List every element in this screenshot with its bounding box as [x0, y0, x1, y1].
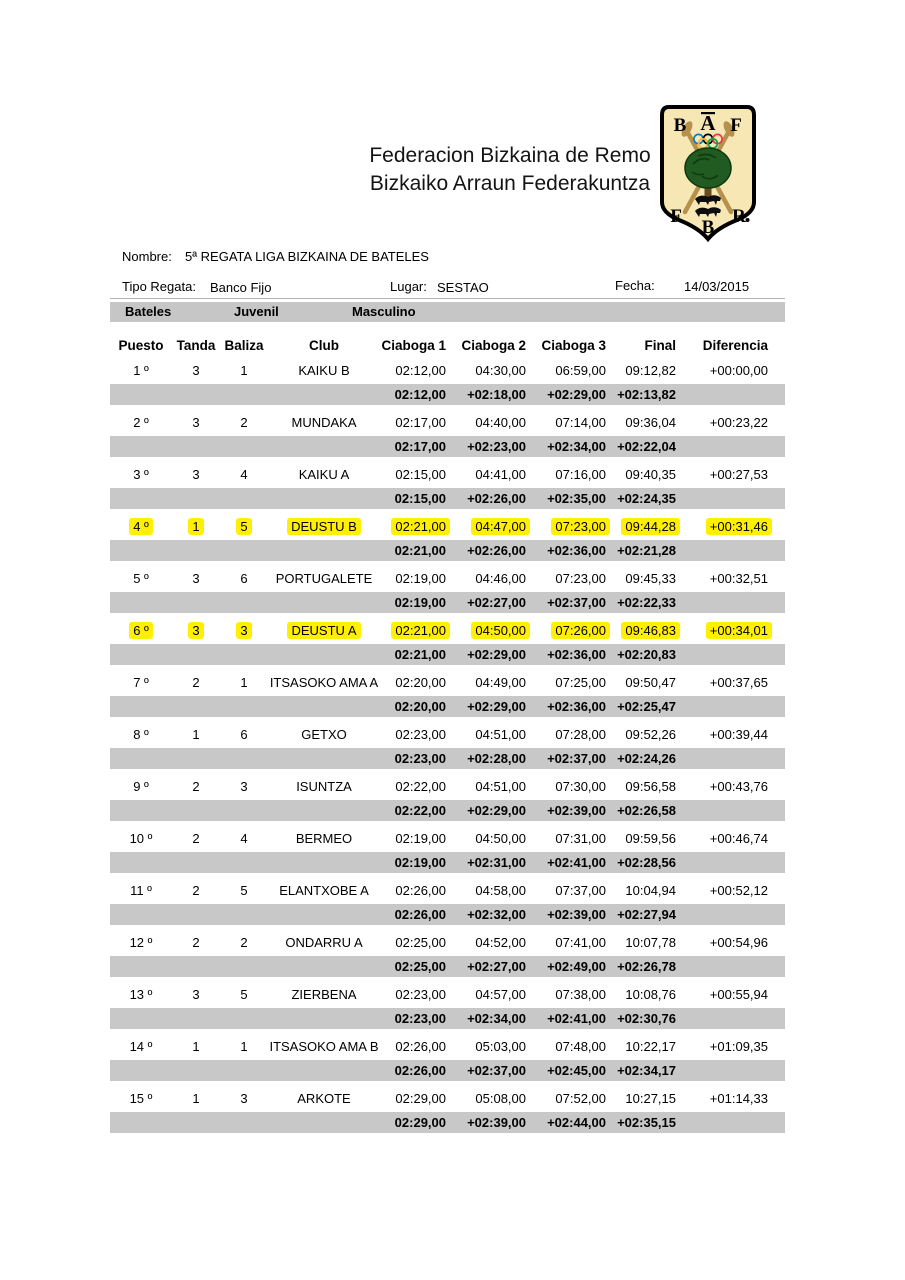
split1-time: 02:21,00	[394, 647, 446, 662]
logo-letter: A	[700, 111, 716, 135]
col-header-tanda: Tanda	[176, 338, 216, 353]
tipo-regata-label: Tipo Regata:	[122, 279, 196, 294]
ciaboga1-time: 02:22,00	[395, 779, 446, 794]
splits-row	[110, 1112, 785, 1133]
ciaboga2-time: 04:50,00	[475, 831, 526, 846]
split4-time: +02:34,17	[617, 1063, 676, 1078]
club-name: DEUSTU A	[287, 622, 360, 639]
splits-row	[110, 488, 785, 509]
split2-time: +02:29,00	[467, 699, 526, 714]
split3-time: +02:36,00	[547, 543, 606, 558]
split3-time: +02:37,00	[547, 751, 606, 766]
result-entry	[110, 462, 785, 509]
tanda-value: 1	[192, 727, 200, 742]
baliza-value: 6	[240, 571, 248, 586]
baliza-value: 5	[236, 518, 251, 535]
ciaboga1-time: 02:21,00	[391, 622, 450, 639]
result-entry	[110, 514, 785, 561]
result-entry	[110, 1086, 785, 1133]
meta-divider-line	[110, 298, 785, 299]
tanda-value: 1	[188, 518, 203, 535]
diferencia-value: +00:54,96	[709, 935, 768, 950]
tanda-value: 3	[192, 363, 200, 378]
diferencia-value: +00:32,51	[709, 571, 768, 586]
logo-letter: B	[673, 115, 687, 136]
ciaboga3-time: 07:23,00	[555, 571, 606, 586]
ciaboga3-time: 07:26,00	[551, 622, 610, 639]
split2-time: +02:29,00	[467, 803, 526, 818]
puesto-value: 5 º	[133, 571, 149, 586]
splits-row	[110, 904, 785, 925]
baliza-value: 1	[240, 363, 248, 378]
club-name: ARKOTE	[297, 1091, 351, 1106]
baliza-value: 6	[240, 727, 248, 742]
split3-time: +02:49,00	[547, 959, 606, 974]
split1-time: 02:25,00	[394, 959, 446, 974]
ciaboga2-time: 04:52,00	[475, 935, 526, 950]
col-header-final: Final	[644, 338, 676, 353]
baliza-value: 1	[240, 675, 248, 690]
tanda-value: 1	[192, 1091, 200, 1106]
final-time: 10:27,15	[625, 1091, 676, 1106]
splits-row	[110, 696, 785, 717]
federation-logo	[658, 104, 758, 244]
puesto-value: 4 º	[129, 518, 153, 535]
split4-time: +02:22,33	[617, 595, 676, 610]
ciaboga3-time: 07:23,00	[551, 518, 610, 535]
split1-time: 02:19,00	[394, 595, 446, 610]
col-header-ciaboga2: Ciaboga 2	[461, 338, 526, 353]
table-row	[110, 722, 785, 748]
puesto-value: 2 º	[133, 415, 149, 430]
splits-row	[110, 540, 785, 561]
club-name: ELANTXOBE A	[279, 883, 369, 898]
splits-row	[110, 644, 785, 665]
table-row	[110, 1086, 785, 1112]
federation-title	[310, 142, 710, 198]
result-entry	[110, 358, 785, 405]
result-entry	[110, 410, 785, 457]
baliza-value: 4	[240, 467, 248, 482]
final-time: 09:59,56	[625, 831, 676, 846]
federation-title-line1: Federacion Bizkaina de Remo	[369, 144, 651, 167]
split1-time: 02:15,00	[394, 491, 446, 506]
ciaboga1-time: 02:17,00	[395, 415, 446, 430]
ciaboga3-time: 07:52,00	[555, 1091, 606, 1106]
baliza-value: 4	[240, 831, 248, 846]
logo-letter: F	[670, 206, 682, 227]
result-entry	[110, 670, 785, 717]
split2-time: +02:26,00	[467, 491, 526, 506]
ciaboga2-time: 04:49,00	[475, 675, 526, 690]
result-entry	[110, 1034, 785, 1081]
table-row	[110, 462, 785, 488]
split3-time: +02:39,00	[547, 803, 606, 818]
tanda-value: 2	[192, 675, 200, 690]
ciaboga3-time: 07:16,00	[555, 467, 606, 482]
split1-time: 02:23,00	[394, 1011, 446, 1026]
shield-icon	[658, 104, 758, 244]
split1-time: 02:22,00	[394, 803, 446, 818]
final-time: 09:44,28	[621, 518, 680, 535]
diferencia-value: +00:34,01	[706, 622, 772, 639]
final-time: 09:12,82	[625, 363, 676, 378]
ciaboga2-time: 04:57,00	[475, 987, 526, 1002]
table-row	[110, 982, 785, 1008]
diferencia-value: +00:39,44	[709, 727, 768, 742]
split2-time: +02:28,00	[467, 751, 526, 766]
ciaboga3-time: 07:28,00	[555, 727, 606, 742]
ciaboga3-time: 07:31,00	[555, 831, 606, 846]
table-row	[110, 618, 785, 644]
nombre-label: Nombre:	[122, 249, 172, 264]
final-time: 10:04,94	[625, 883, 676, 898]
ciaboga2-time: 05:08,00	[475, 1091, 526, 1106]
ciaboga2-time: 04:47,00	[471, 518, 530, 535]
split2-time: +02:32,00	[467, 907, 526, 922]
ciaboga1-time: 02:15,00	[395, 467, 446, 482]
table-row	[110, 566, 785, 592]
ciaboga3-time: 07:41,00	[555, 935, 606, 950]
results-body	[110, 358, 785, 1133]
logo-letter: R	[732, 206, 746, 227]
split4-time: +02:20,83	[617, 647, 676, 662]
diferencia-value: +00:52,12	[709, 883, 768, 898]
tanda-value: 3	[192, 987, 200, 1002]
ciaboga3-time: 07:30,00	[555, 779, 606, 794]
column-header-row	[110, 333, 785, 358]
col-header-ciaboga3: Ciaboga 3	[541, 338, 606, 353]
tanda-value: 2	[192, 883, 200, 898]
lugar-label: Lugar:	[390, 279, 427, 294]
club-name: ONDARRU A	[285, 935, 363, 950]
split1-time: 02:12,00	[394, 387, 446, 402]
split3-time: +02:36,00	[547, 699, 606, 714]
final-time: 09:56,58	[625, 779, 676, 794]
split2-time: +02:34,00	[467, 1011, 526, 1026]
splits-row	[110, 852, 785, 873]
result-entry	[110, 566, 785, 613]
split4-time: +02:26,78	[617, 959, 676, 974]
split4-time: +02:13,82	[617, 387, 676, 402]
split4-time: +02:24,26	[617, 751, 676, 766]
ciaboga3-time: 07:38,00	[555, 987, 606, 1002]
split2-time: +02:39,00	[467, 1115, 526, 1130]
ciaboga3-time: 07:14,00	[555, 415, 606, 430]
table-row	[110, 358, 785, 384]
split3-time: +02:29,00	[547, 387, 606, 402]
ciaboga1-time: 02:23,00	[395, 987, 446, 1002]
puesto-value: 6 º	[129, 622, 153, 639]
federation-title-line2: Bizkaiko Arraun Federakuntza	[369, 172, 651, 195]
split3-time: +02:37,00	[547, 595, 606, 610]
split1-time: 02:21,00	[394, 543, 446, 558]
ciaboga2-time: 04:40,00	[475, 415, 526, 430]
baliza-value: 3	[240, 779, 248, 794]
puesto-value: 13 º	[129, 987, 153, 1002]
baliza-value: 5	[240, 987, 248, 1002]
split2-time: +02:23,00	[467, 439, 526, 454]
ciaboga2-time: 04:30,00	[475, 363, 526, 378]
split1-time: 02:29,00	[394, 1115, 446, 1130]
puesto-value: 3 º	[133, 467, 149, 482]
baliza-value: 3	[240, 1091, 248, 1106]
club-name: BERMEO	[295, 831, 353, 846]
split2-time: +02:27,00	[467, 595, 526, 610]
table-row	[110, 774, 785, 800]
split1-time: 02:26,00	[394, 1063, 446, 1078]
club-name: ISUNTZA	[296, 779, 352, 794]
split4-time: +02:24,35	[617, 491, 676, 506]
baliza-value: 3	[236, 622, 251, 639]
result-entry	[110, 618, 785, 665]
category-bar	[110, 302, 785, 322]
final-time: 10:07,78	[625, 935, 676, 950]
split3-time: +02:39,00	[547, 907, 606, 922]
col-header-baliza: Baliza	[224, 338, 264, 353]
splits-row	[110, 384, 785, 405]
ciaboga1-time: 02:12,00	[395, 363, 446, 378]
club-name: KAIKU B	[298, 363, 350, 378]
final-time: 09:50,47	[625, 675, 676, 690]
diferencia-value: +00:46,74	[709, 831, 768, 846]
tipo-regata-value: Banco Fijo	[210, 280, 272, 295]
diferencia-value: +00:37,65	[709, 675, 768, 690]
split3-time: +02:41,00	[547, 1011, 606, 1026]
ciaboga2-time: 04:50,00	[471, 622, 530, 639]
splits-row	[110, 436, 785, 457]
diferencia-value: +00:43,76	[709, 779, 768, 794]
puesto-value: 15 º	[129, 1091, 153, 1106]
puesto-value: 1 º	[133, 363, 149, 378]
split3-time: +02:34,00	[547, 439, 606, 454]
club-name: ITSASOKO AMA A	[269, 675, 379, 690]
final-time: 09:36,04	[625, 415, 676, 430]
baliza-value: 5	[240, 883, 248, 898]
tanda-value: 2	[192, 779, 200, 794]
split3-time: +02:44,00	[547, 1115, 606, 1130]
ciaboga3-time: 07:37,00	[555, 883, 606, 898]
table-row	[110, 670, 785, 696]
ciaboga2-time: 04:58,00	[475, 883, 526, 898]
split4-time: +02:35,15	[617, 1115, 676, 1130]
split2-time: +02:26,00	[467, 543, 526, 558]
splits-row	[110, 800, 785, 821]
tanda-value: 3	[188, 622, 203, 639]
diferencia-value: +01:09,35	[709, 1039, 768, 1054]
final-time: 09:40,35	[625, 467, 676, 482]
col-header-club: Club	[309, 338, 339, 353]
diferencia-value: +00:55,94	[709, 987, 768, 1002]
split4-time: +02:27,94	[617, 907, 676, 922]
category-boat: Bateles	[125, 304, 172, 319]
split3-time: +02:45,00	[547, 1063, 606, 1078]
ciaboga1-time: 02:26,00	[395, 883, 446, 898]
split1-time: 02:20,00	[394, 699, 446, 714]
results-table	[110, 302, 785, 1138]
ciaboga3-time: 07:48,00	[555, 1039, 606, 1054]
table-row	[110, 410, 785, 436]
club-name: MUNDAKA	[291, 415, 357, 430]
puesto-value: 11 º	[130, 883, 152, 898]
club-name: ZIERBENA	[291, 987, 357, 1002]
splits-row	[110, 1008, 785, 1029]
nombre-value: 5ª REGATA LIGA BIZKAINA DE BATELES	[185, 249, 429, 264]
split4-time: +02:25,47	[617, 699, 676, 714]
ciaboga2-time: 04:46,00	[475, 571, 526, 586]
table-row	[110, 514, 785, 540]
result-entry	[110, 826, 785, 873]
col-header-puesto: Puesto	[118, 338, 164, 353]
table-row	[110, 1034, 785, 1060]
baliza-value: 2	[240, 935, 248, 950]
ciaboga1-time: 02:26,00	[395, 1039, 446, 1054]
puesto-value: 12 º	[129, 935, 153, 950]
split4-time: +02:26,58	[617, 803, 676, 818]
split4-time: +02:30,76	[617, 1011, 676, 1026]
baliza-value: 2	[240, 415, 248, 430]
baliza-value: 1	[240, 1039, 248, 1054]
splits-row	[110, 748, 785, 769]
result-entry	[110, 930, 785, 977]
final-time: 09:52,26	[625, 727, 676, 742]
table-row	[110, 826, 785, 852]
club-name: PORTUGALETE	[275, 571, 373, 586]
final-time: 09:46,83	[621, 622, 680, 639]
ciaboga2-time: 04:41,00	[475, 467, 526, 482]
logo-letter: F	[730, 115, 742, 136]
col-header-ciaboga1: Ciaboga 1	[381, 338, 446, 353]
ciaboga1-time: 02:23,00	[395, 727, 446, 742]
split2-time: +02:29,00	[467, 647, 526, 662]
ciaboga1-time: 02:21,00	[391, 518, 450, 535]
result-entry	[110, 982, 785, 1029]
split1-time: 02:17,00	[394, 439, 446, 454]
ciaboga1-time: 02:19,00	[395, 571, 446, 586]
final-time: 09:45,33	[625, 571, 676, 586]
puesto-value: 8 º	[133, 727, 149, 742]
ciaboga1-time: 02:29,00	[395, 1091, 446, 1106]
split3-time: +02:41,00	[547, 855, 606, 870]
table-row	[110, 930, 785, 956]
diferencia-value: +00:31,46	[706, 518, 772, 535]
ciaboga2-time: 04:51,00	[475, 727, 526, 742]
puesto-value: 9 º	[133, 779, 149, 794]
split4-time: +02:21,28	[617, 543, 676, 558]
diferencia-value: +00:27,53	[709, 467, 768, 482]
tanda-value: 2	[192, 831, 200, 846]
split1-time: 02:23,00	[394, 751, 446, 766]
result-entry	[110, 774, 785, 821]
tanda-value: 3	[192, 467, 200, 482]
split3-time: +02:36,00	[547, 647, 606, 662]
split2-time: +02:31,00	[467, 855, 526, 870]
category-gender: Masculino	[352, 304, 416, 319]
ciaboga2-time: 05:03,00	[475, 1039, 526, 1054]
category-age: Juvenil	[234, 304, 279, 319]
result-entry	[110, 878, 785, 925]
tanda-value: 2	[192, 935, 200, 950]
split4-time: +02:22,04	[617, 439, 676, 454]
club-name: KAIKU A	[298, 467, 350, 482]
split2-time: +02:37,00	[467, 1063, 526, 1078]
diferencia-value: +01:14,33	[709, 1091, 768, 1106]
col-header-diferencia: Diferencia	[702, 338, 768, 353]
fecha-value: 14/03/2015	[684, 279, 750, 294]
table-row	[110, 878, 785, 904]
tanda-value: 3	[192, 571, 200, 586]
ciaboga3-time: 07:25,00	[555, 675, 606, 690]
tanda-value: 1	[192, 1039, 200, 1054]
lugar-value: SESTAO	[437, 280, 489, 295]
split1-time: 02:19,00	[394, 855, 446, 870]
result-entry	[110, 722, 785, 769]
ciaboga1-time: 02:20,00	[395, 675, 446, 690]
logo-letter: B	[701, 217, 715, 238]
split1-time: 02:26,00	[394, 907, 446, 922]
club-name: GETXO	[301, 727, 347, 742]
splits-row	[110, 1060, 785, 1081]
final-time: 10:08,76	[625, 987, 676, 1002]
splits-row	[110, 592, 785, 613]
puesto-value: 14 º	[129, 1039, 153, 1054]
ciaboga1-time: 02:19,00	[395, 831, 446, 846]
diferencia-value: +00:23,22	[709, 415, 768, 430]
diferencia-value: +00:00,00	[709, 363, 768, 378]
split3-time: +02:35,00	[547, 491, 606, 506]
tanda-value: 3	[192, 415, 200, 430]
split2-time: +02:18,00	[467, 387, 526, 402]
club-name: ITSASOKO AMA B	[269, 1039, 379, 1054]
ciaboga1-time: 02:25,00	[395, 935, 446, 950]
puesto-value: 10 º	[129, 831, 153, 846]
club-name: DEUSTU B	[287, 518, 361, 535]
ciaboga3-time: 06:59,00	[555, 363, 606, 378]
split2-time: +02:27,00	[467, 959, 526, 974]
ciaboga2-time: 04:51,00	[475, 779, 526, 794]
puesto-value: 7 º	[133, 675, 149, 690]
fecha-label: Fecha:	[615, 278, 655, 293]
final-time: 10:22,17	[625, 1039, 676, 1054]
split4-time: +02:28,56	[617, 855, 676, 870]
splits-row	[110, 956, 785, 977]
